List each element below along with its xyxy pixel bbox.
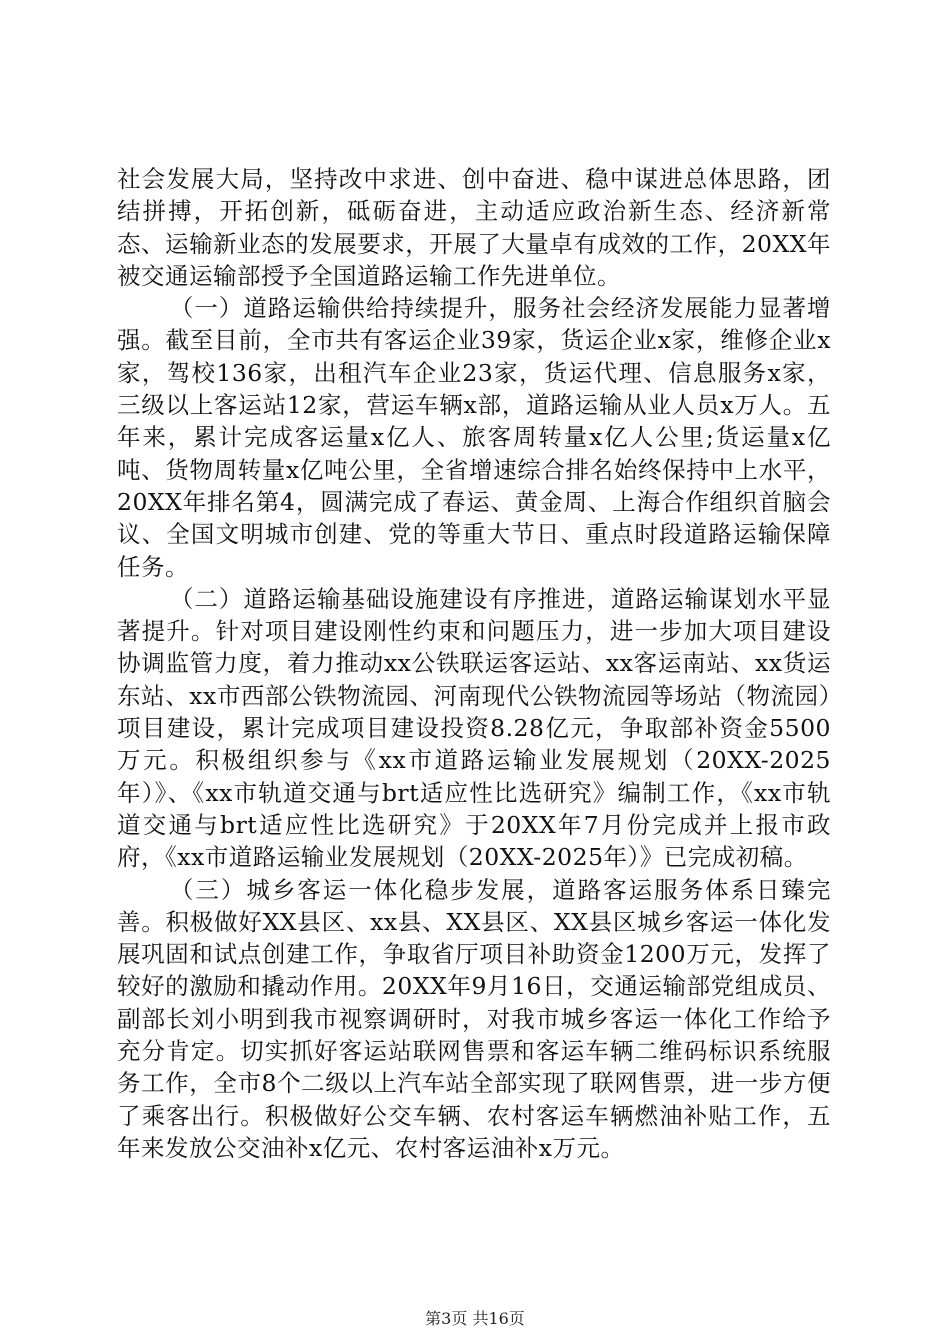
paragraph-section-3: （三）城乡客运一体化稳步发展，道路客运服务体系日臻完善。积极做好XX县区、xx县、XX县区、XX县区城乡客运一体化发展巩固和试点创建工作，争取省厅项目补助资金1200万元，发挥了较好的激励和撬动作用。20XX年9月16日，交通运输部党组成员、副部长刘小明到我市视察调研时，对我市城乡客运一体化工作给予充分肯定。切实抓好客运站联网售票和客运车辆二维码标识系统服务工作，全市8个二级以上汽车站全部实现了联网售票，进一步方便了乘客出行。积极做好公交车辆、农村客运车辆燃油补贴工作，五年来发放公交油补x亿元、农村客运油补x万元。 <box>117 875 831 1162</box>
document-body <box>117 163 831 1164</box>
paragraph-intro-continuation: 社会发展大局，坚持改中求进、创中奋进、稳中谋进总体思路，团结拼搏，开拓创新，砥砺奋进，主动适应政治新生态、经济新常态、运输新业态的发展要求，开展了大量卓有成效的工作，20XX年被交通运输部授予全国道路运输工作先进单位。 <box>117 165 831 290</box>
paragraph-section-2: （二）道路运输基础设施建设有序推进，道路运输谋划水平显著提升。针对项目建设刚性约束和问题压力，进一步加大项目建设协调监管力度，着力推动xx公铁联运客运站、xx客运南站、xx货运东站、xx市西部公铁物流园、河南现代公铁物流园等场站（物流园）项目建设，累计完成项目建设投资8.28亿元，争取部补资金5500万元。积极组织参与《xx市道路运输业发展规划（20XX-2025年）》、《xx市轨道交通与brt适应性比选研究》编制工作，《xx市轨道交通与brt适应性比选研究》于20XX年7月份完成并上报市政府，《xx市道路运输业发展规划（20XX-2025年）》已完成初稿。 <box>117 584 831 872</box>
paragraph-section-1: （一）道路运输供给持续提升，服务社会经济发展能力显著增强。截至目前，全市共有客运企业39家，货运企业x家，维修企业x家，驾校136家，出租汽车企业23家，货运代理、信息服务x家，三级以上客运站12家，营运车辆x部，道路运输从业人员x万人。五年来，累计完成客运量x亿人、旅客周转量x亿人公里;货运量x亿吨、货物周转量x亿吨公里，全省增速综合排名始终保持中上水平，20XX年排名第4，圆满完成了春运、黄金周、上海合作组织首脑会议、全国文明城市创建、党的等重大节日、重点时段道路运输保障任务。 <box>117 294 831 581</box>
page-number-footer: 第3页 共16页 <box>425 1309 525 1328</box>
